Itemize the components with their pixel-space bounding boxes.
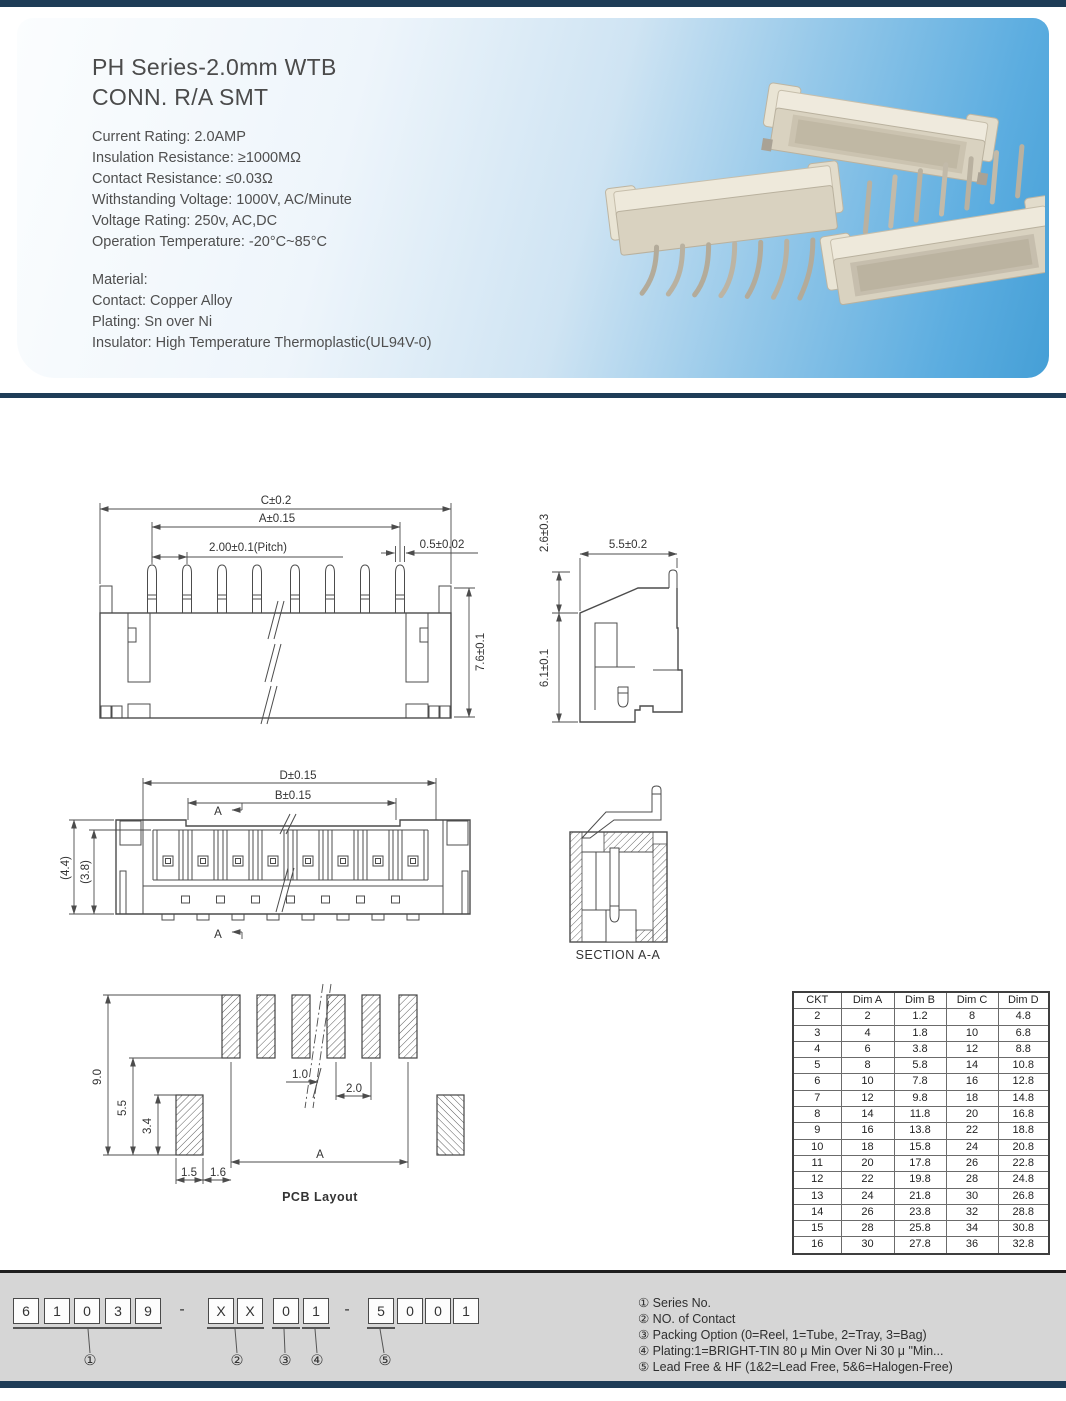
spec-line: Insulation Resistance: ≥1000MΩ: [92, 150, 302, 166]
spec-line: Withstanding Voltage: 1000V, AC/Minute: [92, 192, 352, 208]
dim-label-d: D±0.15: [279, 770, 317, 782]
table-header-cell: Dim C: [946, 992, 998, 1009]
title-line-1: PH Series-2.0mm WTB: [92, 54, 337, 80]
dimension-table: [792, 991, 1050, 1255]
pn-digit-box: 3: [105, 1298, 131, 1324]
material-list: [92, 270, 432, 354]
outer-feet: [162, 914, 419, 920]
top-navy-bar: [0, 0, 1066, 7]
table-row: 9 16 13.8 22 18.8: [793, 1123, 1049, 1139]
table-header-cell: Dim A: [841, 992, 894, 1009]
pn-digit-box: 6: [13, 1298, 39, 1324]
dim-label-1-0: 1.0: [292, 1069, 308, 1081]
pn-callout-5: ⑤: [378, 1353, 392, 1369]
pn-digit-box: 9: [135, 1298, 161, 1324]
section-marker-top: A: [214, 806, 222, 818]
connector-photo-left: [605, 160, 853, 320]
dim-label-5-5: 5.5: [117, 1100, 129, 1116]
inner-feet: [182, 896, 400, 903]
pn-callout-3: ③: [278, 1353, 292, 1369]
section-caption: SECTION A-A: [575, 948, 661, 962]
smt-pads: [176, 995, 464, 1155]
dim-label-44: (4.4): [60, 856, 72, 880]
drawing-side-view: [518, 488, 780, 740]
table-row: 7 12 9.8 18 14.8: [793, 1090, 1049, 1106]
cell-walls: [153, 830, 428, 880]
dim-label-1-6: 1.6: [210, 1167, 226, 1179]
pn-digit-box: 1: [44, 1298, 70, 1324]
material-title: Material:: [92, 272, 148, 288]
table-row: 8 14 11.8 20 16.8: [793, 1107, 1049, 1123]
spec-line: Current Rating: 2.0AMP: [92, 129, 246, 145]
pn-digit-box: 0: [425, 1298, 451, 1324]
pn-digit-box: 0: [273, 1298, 299, 1324]
drawing-section-aa: [550, 770, 755, 960]
pn-digit-box: 1: [453, 1298, 479, 1324]
table-row: 11 20 17.8 26 22.8: [793, 1155, 1049, 1171]
dim-label-61: 6.1±0.1: [539, 648, 551, 688]
pcb-caption: PCB Layout: [282, 1190, 358, 1204]
product-photo: [595, 60, 1045, 375]
page-title: [92, 52, 337, 112]
table-row: 6 10 7.8 16 12.8: [793, 1074, 1049, 1090]
pn-digit-box: 0: [74, 1298, 100, 1324]
dim-label-55: 5.5±0.2: [608, 539, 648, 551]
table-row: 14 26 23.8 32 28.8: [793, 1204, 1049, 1220]
table-row: 3 4 1.8 10 6.8: [793, 1025, 1049, 1041]
pn-digit-box: X: [208, 1298, 234, 1324]
pn-digit-box: 0: [397, 1298, 423, 1324]
dim-label-pin-width: 0.5±0.02: [419, 539, 465, 551]
dim-label-26: 2.6±0.3: [539, 513, 551, 553]
pn-digit-box: 5: [368, 1298, 394, 1324]
legend-item: ④ Plating:1=BRIGHT-TIN 80 μ Min Over Ni 30 μ "Min...: [638, 1344, 944, 1358]
pn-callout-1: ①: [83, 1353, 97, 1369]
dim-label-38: (3.8): [80, 860, 92, 884]
bottom-navy-bar: [0, 1381, 1066, 1388]
drawing-pcb-layout: [90, 982, 485, 1197]
spec-line: Operation Temperature: -20°C~85°C: [92, 234, 327, 250]
hero-card: [17, 18, 1049, 378]
table-row: 2 2 1.2 8 4.8: [793, 1009, 1049, 1025]
legend-item: ② NO. of Contact: [638, 1312, 736, 1326]
table-header-cell: Dim B: [894, 992, 946, 1009]
drawing-top-view: [58, 768, 506, 960]
spec-line: Contact Resistance: ≤0.03Ω: [92, 171, 273, 187]
table-header-cell: CKT: [793, 992, 841, 1009]
dim-label-c: C±0.2: [260, 495, 292, 507]
legend-item: ⑤ Lead Free & HF (1&2=Lead Free, 5&6=Halogen-Free): [638, 1360, 953, 1374]
dim-label-b: B±0.15: [274, 790, 312, 802]
drawing-front-view: [78, 476, 510, 744]
table-row: 4 6 3.8 12 8.8: [793, 1041, 1049, 1057]
table-header-row: [793, 992, 1049, 1009]
table-row: 16 30 27.8 36 32.8: [793, 1237, 1049, 1254]
pn-digit-box: X: [237, 1298, 263, 1324]
part-number-panel: [0, 1270, 1066, 1381]
legend-item: ① Series No.: [638, 1296, 712, 1310]
table-header-cell: Dim D: [998, 992, 1049, 1009]
pn-legend: [638, 1295, 953, 1375]
spec-list: [92, 127, 352, 253]
dim-label-a: A±0.15: [258, 513, 296, 525]
pn-digit-box: 1: [303, 1298, 329, 1324]
table-row: 15 28 25.8 34 30.8: [793, 1221, 1049, 1237]
pn-callout-4: ④: [310, 1353, 324, 1369]
pn-separator: -: [179, 1301, 185, 1318]
table-row: 10 18 15.8 24 20.8: [793, 1139, 1049, 1155]
section-marker-bottom: A: [214, 929, 222, 941]
table-row: 13 24 21.8 30 26.8: [793, 1188, 1049, 1204]
legend-item: ③ Packing Option (0=Reel, 1=Tube, 2=Tray, 3=Bag): [638, 1328, 927, 1342]
material-line: Contact: Copper Alloy: [92, 293, 233, 309]
dim-label-pitch: 2.00±0.1(Pitch): [209, 542, 287, 554]
pn-leader-lines: [0, 1329, 520, 1357]
dim-label-span-a: A: [316, 1149, 324, 1161]
dim-label-height: 7.6±0.1: [475, 632, 487, 672]
spec-line: Voltage Rating: 250v, AC,DC: [92, 213, 278, 229]
table-row: 5 8 5.8 14 10.8: [793, 1058, 1049, 1074]
cell-contacts: [163, 856, 418, 866]
dim-label-9: 9.0: [92, 1069, 104, 1085]
pn-separator: -: [344, 1301, 350, 1318]
section-divider-bar: [0, 393, 1066, 398]
dim-label-1-5: 1.5: [181, 1167, 197, 1179]
title-line-2: CONN. R/A SMT: [92, 84, 269, 110]
dim-label-2-0: 2.0: [346, 1083, 362, 1095]
material-line: Plating: Sn over Ni: [92, 314, 213, 330]
table-row: 12 22 19.8 28 24.8: [793, 1172, 1049, 1188]
pn-callout-2: ②: [230, 1353, 244, 1369]
material-line: Insulator: High Temperature Thermoplastic(UL94V-0): [92, 335, 432, 351]
dim-label-3-4: 3.4: [142, 1118, 154, 1134]
